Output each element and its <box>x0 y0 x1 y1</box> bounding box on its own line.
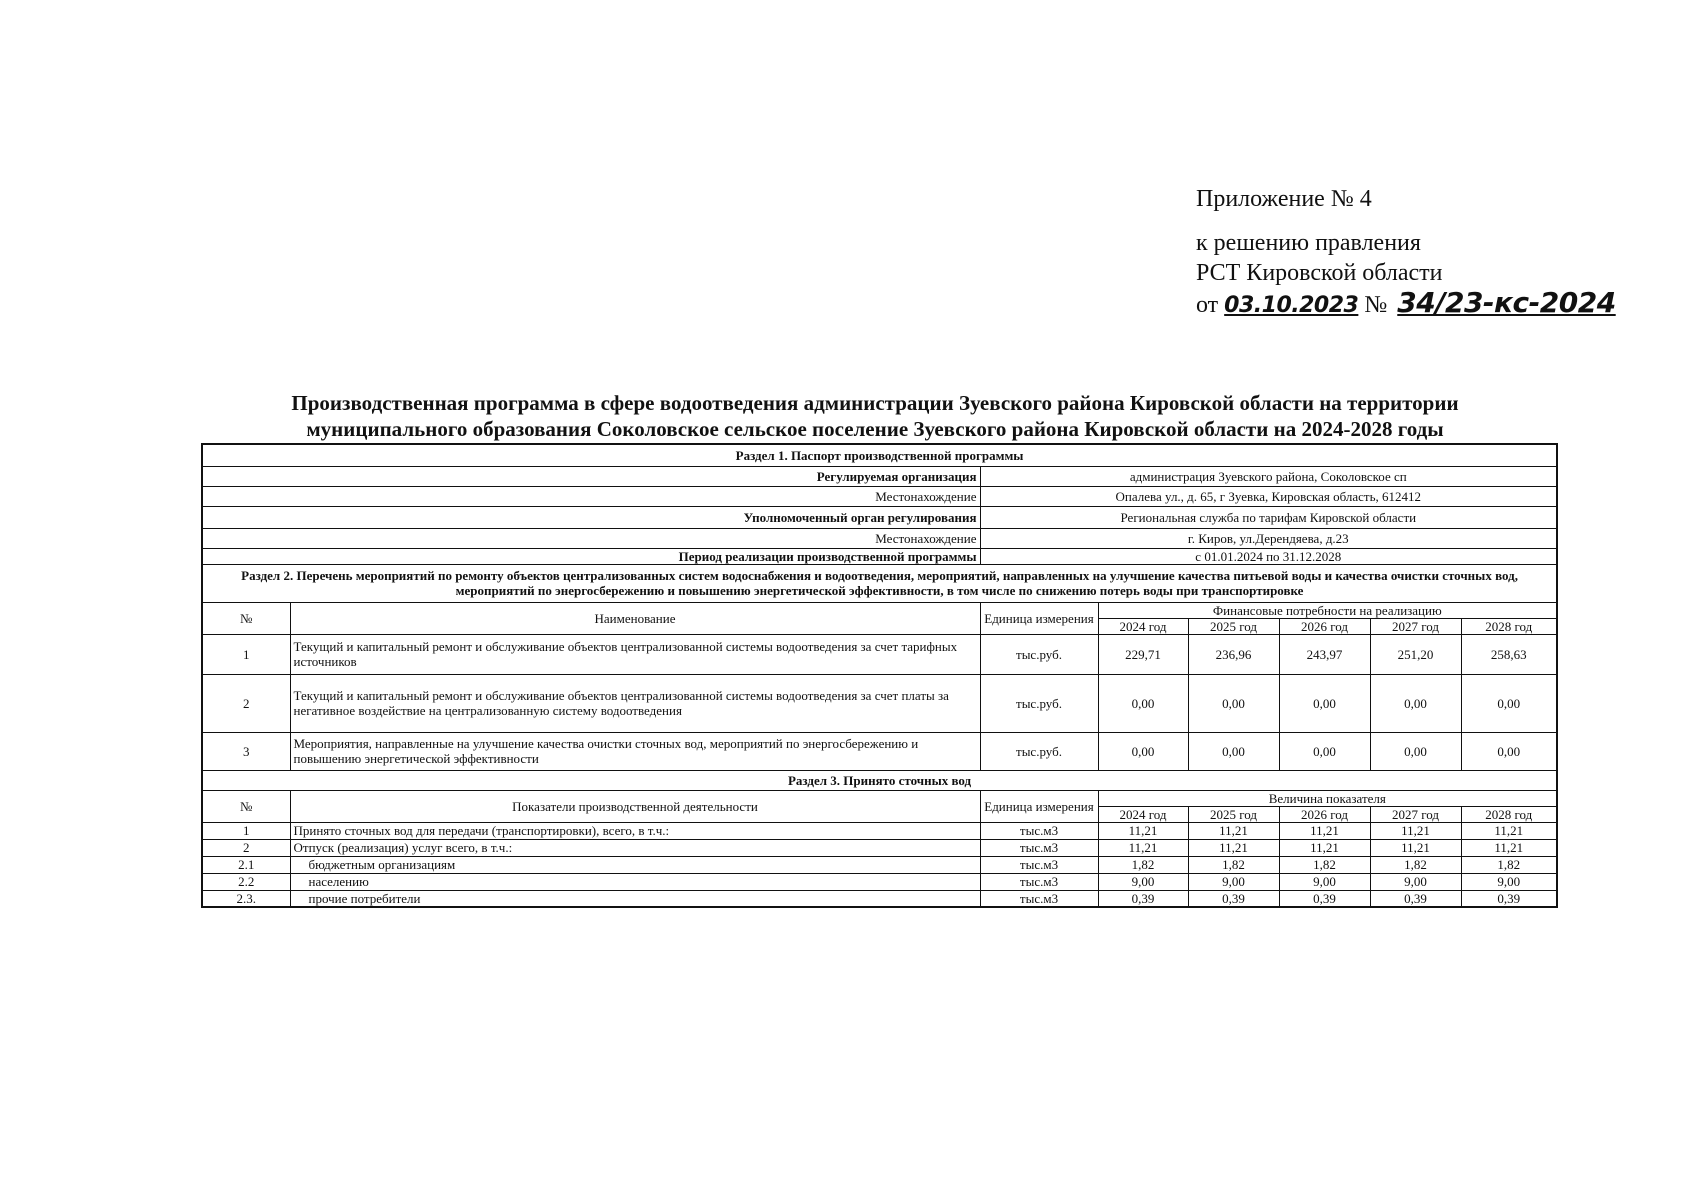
indicator-name: Отпуск (реализация) услуг всего, в т.ч.: <box>290 839 980 856</box>
number-sign: № <box>1364 292 1388 318</box>
value-cell: 9,00 <box>1370 873 1461 890</box>
passport-row <box>202 466 1557 486</box>
passport-value: Опалева ул., д. 65, г Зуевка, Кировская область, 612412 <box>980 486 1557 506</box>
value-cell: 11,21 <box>1188 839 1279 856</box>
value-cell: 0,39 <box>1279 890 1370 907</box>
section2-heading: Раздел 2. Перечень мероприятий по ремонту объектов централизованных систем водоснабжения и водоотведения, мероприятий, направленных на улучшение качества питьевой воды и качества очистки сточных вод, мероприятий по энергосбережению и повышению энергетической эффективности, в том числе по снижению потерь воды при транспортировке <box>202 564 1557 602</box>
value-cell: 11,21 <box>1188 822 1279 839</box>
unit-cell: тыс.руб. <box>980 732 1098 770</box>
section2-heading-row <box>202 564 1557 602</box>
handwritten-date: 03.10.2023 <box>1224 293 1359 318</box>
value-cell: 0,39 <box>1461 890 1557 907</box>
value-cell: 243,97 <box>1279 634 1370 674</box>
document-title <box>200 390 1550 442</box>
year-header: 2026 год <box>1279 806 1370 822</box>
year-header: 2028 год <box>1461 806 1557 822</box>
value-cell: 0,00 <box>1188 674 1279 732</box>
unit-cell: тыс.м3 <box>980 822 1098 839</box>
value-cell: 0,00 <box>1370 674 1461 732</box>
passport-row <box>202 486 1557 506</box>
value-cell: 1,82 <box>1461 856 1557 873</box>
value-cell: 251,20 <box>1370 634 1461 674</box>
measure-name: Текущий и капитальный ремонт и обслуживание объектов централизованной системы водоотведения за счет тарифных источников <box>290 634 980 674</box>
value-cell: 258,63 <box>1461 634 1557 674</box>
value-cell: 11,21 <box>1279 839 1370 856</box>
unit-cell: тыс.руб. <box>980 674 1098 732</box>
col-name-header: Показатели производственной деятельности <box>290 790 980 822</box>
measure-name: Текущий и капитальный ремонт и обслуживание объектов централизованной системы водоотведения за счет платы за негативное воздействие на централизованную систему водоотведения <box>290 674 980 732</box>
indicator-row <box>202 873 1557 890</box>
value-cell: 0,00 <box>1461 732 1557 770</box>
value-cell: 11,21 <box>1370 822 1461 839</box>
title-line-2: муниципального образования Соколовское сельское поселение Зуевского района Кировской области на 2024-2028 годы <box>306 417 1444 441</box>
handwritten-decision-number: 34/23-кс-2024 <box>1397 286 1616 319</box>
passport-row <box>202 506 1557 528</box>
value-cell: 11,21 <box>1279 822 1370 839</box>
value-cell: 9,00 <box>1461 873 1557 890</box>
value-cell: 0,39 <box>1370 890 1461 907</box>
year-header: 2024 год <box>1098 618 1188 634</box>
appendix-number: Приложение № 4 <box>1196 186 1372 212</box>
appendix-line-authority: РСТ Кировской области <box>1196 260 1443 286</box>
passport-label: Период реализации производственной программы <box>202 548 980 564</box>
row-number: 2.2 <box>202 873 290 890</box>
passport-label: Уполномоченный орган регулирования <box>202 506 980 528</box>
indicator-name: населению <box>290 873 980 890</box>
passport-label: Регулируемая организация <box>202 466 980 486</box>
col-number-header: № <box>202 602 290 634</box>
value-cell: 0,00 <box>1461 674 1557 732</box>
section2-header-row <box>202 602 1557 618</box>
value-cell: 229,71 <box>1098 634 1188 674</box>
value-cell: 11,21 <box>1098 839 1188 856</box>
col-name-header: Наименование <box>290 602 980 634</box>
passport-value: Региональная служба по тарифам Кировской области <box>980 506 1557 528</box>
year-header: 2025 год <box>1188 806 1279 822</box>
indicator-row <box>202 839 1557 856</box>
measure-name: Мероприятия, направленные на улучшение качества очистки сточных вод, мероприятий по энергосбережению и повышению энергетической эффективности <box>290 732 980 770</box>
value-cell: 0,00 <box>1188 732 1279 770</box>
year-header: 2028 год <box>1461 618 1557 634</box>
unit-cell: тыс.м3 <box>980 873 1098 890</box>
value-cell: 0,00 <box>1370 732 1461 770</box>
unit-cell: тыс.м3 <box>980 890 1098 907</box>
year-header: 2026 год <box>1279 618 1370 634</box>
row-number: 1 <box>202 634 290 674</box>
value-cell: 11,21 <box>1461 839 1557 856</box>
unit-cell: тыс.руб. <box>980 634 1098 674</box>
value-cell: 0,00 <box>1279 674 1370 732</box>
measure-row <box>202 732 1557 770</box>
year-header: 2025 год <box>1188 618 1279 634</box>
indicator-row <box>202 856 1557 873</box>
value-cell: 0,00 <box>1098 674 1188 732</box>
row-number: 1 <box>202 822 290 839</box>
section1-heading: Раздел 1. Паспорт производственной программы <box>202 444 1557 466</box>
indicator-name: бюджетным организациям <box>290 856 980 873</box>
passport-label: Местонахождение <box>202 486 980 506</box>
row-number: 2 <box>202 674 290 732</box>
row-number: 2.3. <box>202 890 290 907</box>
year-header: 2024 год <box>1098 806 1188 822</box>
value-cell: 11,21 <box>1461 822 1557 839</box>
value-cell: 0,39 <box>1098 890 1188 907</box>
measure-row <box>202 634 1557 674</box>
title-line-1: Производственная программа в сфере водоотведения администрации Зуевского района Кировской области на территории <box>291 391 1459 415</box>
row-number: 2.1 <box>202 856 290 873</box>
row-number: 3 <box>202 732 290 770</box>
value-cell: 9,00 <box>1188 873 1279 890</box>
year-header: 2027 год <box>1370 618 1461 634</box>
value-cell: 11,21 <box>1370 839 1461 856</box>
passport-row <box>202 528 1557 548</box>
production-program-table <box>201 443 1558 908</box>
value-cell: 9,00 <box>1098 873 1188 890</box>
value-cell: 236,96 <box>1188 634 1279 674</box>
value-cell: 0,00 <box>1279 732 1370 770</box>
indicator-row <box>202 890 1557 907</box>
passport-value: с 01.01.2024 по 31.12.2028 <box>980 548 1557 564</box>
value-cell: 9,00 <box>1279 873 1370 890</box>
value-cell: 1,82 <box>1098 856 1188 873</box>
indicator-name: Принято сточных вод для передачи (транспортировки), всего, в т.ч.: <box>290 822 980 839</box>
row-number: 2 <box>202 839 290 856</box>
passport-value: г. Киров, ул.Дерендяева, д.23 <box>980 528 1557 548</box>
value-cell: 1,82 <box>1370 856 1461 873</box>
col-group-header: Величина показателя <box>1098 790 1557 806</box>
unit-cell: тыс.м3 <box>980 839 1098 856</box>
decision-date-number <box>1196 288 1616 321</box>
indicator-name: прочие потребители <box>290 890 980 907</box>
section3-heading-row <box>202 770 1557 790</box>
section3-header-row <box>202 790 1557 806</box>
from-prefix: от <box>1196 292 1219 318</box>
value-cell: 1,82 <box>1279 856 1370 873</box>
passport-row <box>202 548 1557 564</box>
section3-heading: Раздел 3. Принято сточных вод <box>202 770 1557 790</box>
passport-label: Местонахождение <box>202 528 980 548</box>
col-group-header: Финансовые потребности на реализацию <box>1098 602 1557 618</box>
value-cell: 1,82 <box>1188 856 1279 873</box>
year-header: 2027 год <box>1370 806 1461 822</box>
measure-row <box>202 674 1557 732</box>
passport-value: администрация Зуевского района, Соколовское сп <box>980 466 1557 486</box>
value-cell: 11,21 <box>1098 822 1188 839</box>
appendix-header <box>1196 184 1616 321</box>
unit-cell: тыс.м3 <box>980 856 1098 873</box>
appendix-line-decision: к решению правления <box>1196 230 1421 256</box>
section1-heading-row <box>202 444 1557 466</box>
col-number-header: № <box>202 790 290 822</box>
value-cell: 0,00 <box>1098 732 1188 770</box>
col-unit-header: Единица измерения <box>980 790 1098 822</box>
indicator-row <box>202 822 1557 839</box>
col-unit-header: Единица измерения <box>980 602 1098 634</box>
value-cell: 0,39 <box>1188 890 1279 907</box>
